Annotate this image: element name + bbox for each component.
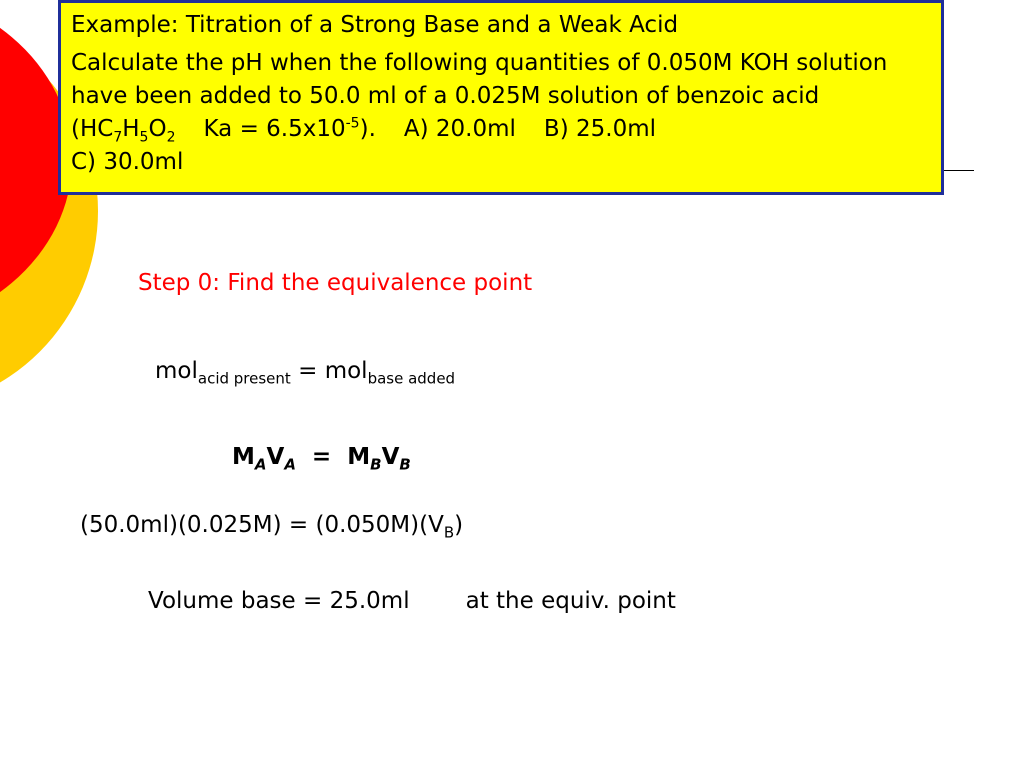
mb-subscript: B <box>370 455 382 474</box>
option-c: C) 30.0ml <box>71 149 184 175</box>
mol-equals-term: = mol <box>290 358 368 384</box>
subscript-5: 5 <box>139 129 149 146</box>
mol-term: mol <box>155 358 198 384</box>
option-b: B) 25.0ml <box>543 116 656 142</box>
problem-statement <box>71 47 931 179</box>
ka-value: Ka = 6.5x10 <box>203 116 346 142</box>
mol-base-subscript: base added <box>367 369 456 388</box>
option-a: A) 20.0ml <box>403 116 516 142</box>
volume-result <box>148 588 676 614</box>
example-title: Example: Titration of a Strong Base and a Weak Acid <box>71 12 679 38</box>
numeric-close-paren: ) <box>454 512 464 538</box>
formula-h: H <box>122 116 140 142</box>
ka-close: ). <box>359 116 376 142</box>
mol-acid-subscript: acid present <box>197 369 291 388</box>
formula-o: O <box>148 116 167 142</box>
step-heading: Step 0: Find the equivalence point <box>138 270 533 296</box>
vb-numeric-subscript: B <box>443 523 455 542</box>
numeric-equation-text: (50.0ml)(0.025M) = (0.050M)(V <box>80 512 444 538</box>
equiv-point-note: at the equiv. point <box>465 588 676 614</box>
ka-exponent: -5 <box>345 115 360 132</box>
numeric-equation <box>80 512 464 542</box>
subscript-2: 2 <box>166 129 176 146</box>
mv-equals-term: = M <box>295 444 371 470</box>
volume-text: Volume base = 25.0ml <box>148 588 410 614</box>
problem-box <box>58 0 944 195</box>
va-subscript: A <box>284 455 296 474</box>
ma-subscript: A <box>254 455 267 474</box>
problem-text-main: Calculate the pH when the following quantities of 0.050M KOH solution have been added to 50.0 ml of a 0.025M solution of benzoic acid (HC <box>71 50 888 142</box>
mv-equation <box>232 444 411 474</box>
mol-equation <box>155 358 456 388</box>
ma-term: M <box>232 444 255 470</box>
vb-term: V <box>381 444 400 470</box>
va-term: V <box>266 444 285 470</box>
subscript-7: 7 <box>113 129 123 146</box>
vb-subscript: B <box>399 455 411 474</box>
